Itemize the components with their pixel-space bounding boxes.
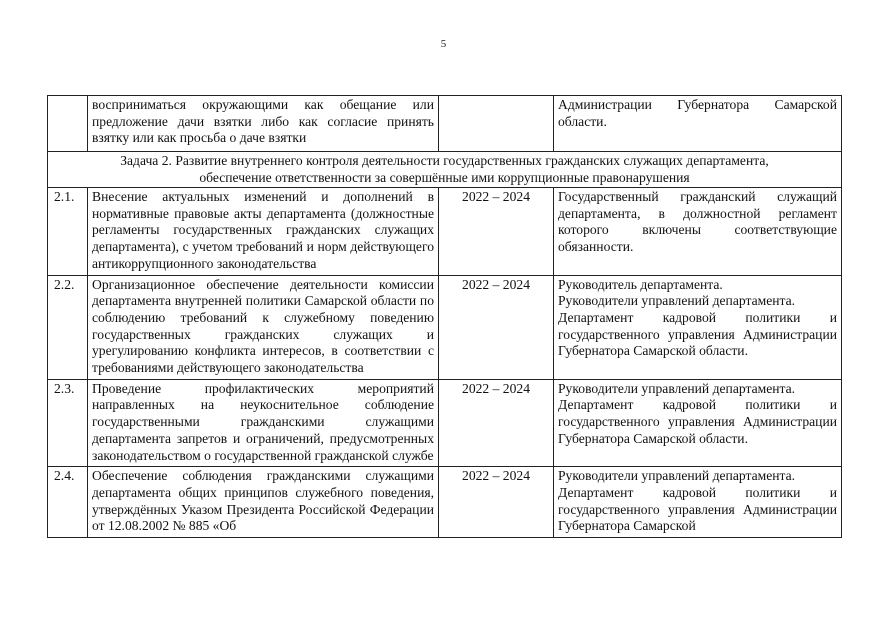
responsible-text: Департамент кадровой политики и государственного управления Администрации Губернатора Самарской области. (558, 397, 837, 446)
responsible-text: Администрации Губернатора Самарской области. (558, 97, 837, 129)
measure-text: восприниматься окружающими как обещание или предложение дачи взятки либо как согласие принять взятку или как просьба о даче взятки (92, 97, 434, 146)
responsible-text: Государственный гражданский служащий департамента, в должностной регламент которого включены соответствующие обязанности. (558, 189, 837, 255)
measures-table (47, 95, 842, 538)
responsible-cell (554, 188, 842, 276)
table-row (48, 275, 842, 379)
responsible-text: Департамент кадровой политики и государственного управления Администрации Губернатора Самарской (558, 484, 837, 534)
measure-text: Организационное обеспечение деятельности комиссии департамента внутренней политики Самарской области по соблюдению требований к служебному поведению государственных гражданских служащих и урегулированию конфликта интересов, в соответствии с требованиями действующего законодательства (92, 276, 434, 376)
table-row (48, 188, 842, 276)
task-heading-line: Задача 2. Развитие внутреннего контроля деятельности государственных гражданских служащих департамента, (120, 153, 769, 168)
period: 2022 – 2024 (439, 379, 554, 467)
period: 2022 – 2024 (439, 275, 554, 379)
measure-text: Внесение актуальных изменений и дополнений в нормативные правовые акты департамента (должностные регламенты государственных гражданских служащих департамента), с учетом требований и норм действующего антикоррупционного законодательства (92, 189, 434, 271)
continuation-row (48, 96, 842, 152)
responsible-text: Департамент кадровой политики и государственного управления Администрации Губернатора Самарской области. (558, 309, 837, 359)
measure-text-cell (88, 96, 439, 152)
measure-text-cell (88, 275, 439, 379)
row-number: 2.2. (48, 275, 88, 379)
row-number: 2.1. (48, 188, 88, 276)
measure-text: Проведение профилактических мероприятий направленных на неукоснительное соблюдение государственными гражданскими служащими департамента запретов и ограничений, предусмотренных законодательством о государственной гражданской службе (92, 380, 434, 463)
task-heading-row (48, 152, 842, 188)
row-number: 2.4. (48, 467, 88, 538)
responsible-cell (554, 379, 842, 467)
period: 2022 – 2024 (439, 188, 554, 276)
responsible-text: Руководители управлений департамента. (558, 293, 796, 309)
period-cell (439, 96, 554, 152)
responsible-text: Руководители управлений департамента. (558, 380, 796, 396)
task-heading-line: обеспечение ответственности за совершённые ими коррупционные правонарушения (199, 169, 690, 185)
responsible-text: Руководитель департамента. (558, 276, 723, 292)
period: 2022 – 2024 (439, 467, 554, 538)
page-number: 5 (440, 38, 447, 50)
table-row (48, 379, 842, 467)
table-row (48, 467, 842, 538)
responsible-cell (554, 467, 842, 538)
measure-text: Обеспечение соблюдения гражданскими служащими департамента общих принципов служебного поведения, утверждённых Указом Президента Российской Федерации от 12.08.2002 № 885 «Об (92, 468, 434, 534)
row-number-cell (48, 96, 88, 152)
measure-text-cell (88, 188, 439, 276)
responsible-cell (554, 96, 842, 152)
row-number: 2.3. (48, 379, 88, 467)
responsible-cell (554, 275, 842, 379)
task-heading (48, 152, 842, 188)
measure-text-cell (88, 379, 439, 467)
measure-text-cell (88, 467, 439, 538)
responsible-text: Руководители управлений департамента. (558, 468, 796, 484)
